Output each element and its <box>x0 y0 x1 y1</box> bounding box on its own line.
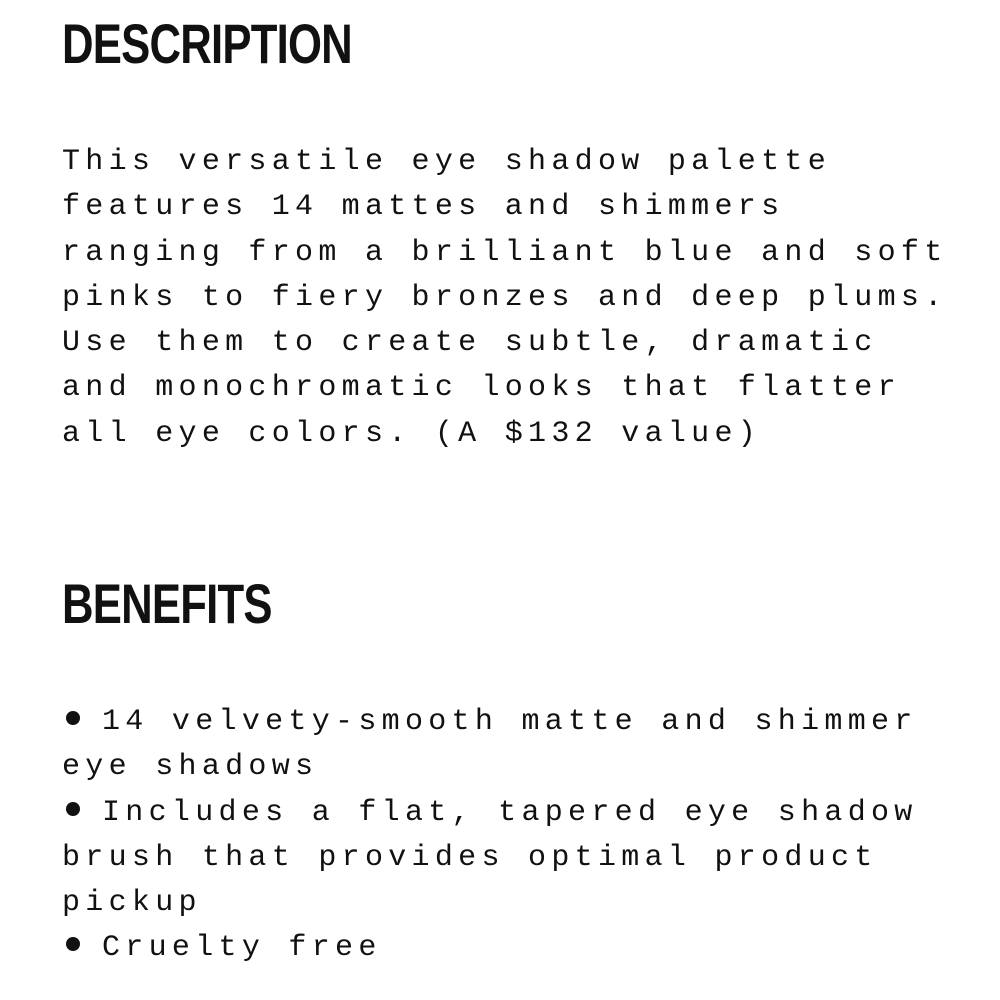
benefit-text: 14 velvety-smooth matte and shimmer eye shadows <box>62 705 918 785</box>
benefit-text: Cruelty free <box>102 931 382 966</box>
benefits-list <box>62 700 962 972</box>
bullet-icon <box>66 937 80 951</box>
list-item <box>62 791 962 927</box>
list-item <box>62 926 962 971</box>
list-item <box>62 700 962 791</box>
benefit-text: Includes a flat, tapered eye shadow brush that provides optimal product pickup <box>62 795 918 921</box>
bullet-icon <box>66 711 80 725</box>
description-heading: DESCRIPTION <box>62 12 352 75</box>
benefits-heading: BENEFITS <box>62 572 272 635</box>
description-text: This versatile eye shadow palette features 14 mattes and shimmers ranging from a brilliant blue and soft pinks to fiery bronzes and deep plums. Use them to create subtle, dramatic and monochromatic looks that flatter all eye colors. (A $132 value) <box>62 145 948 451</box>
bullet-icon <box>66 802 80 816</box>
